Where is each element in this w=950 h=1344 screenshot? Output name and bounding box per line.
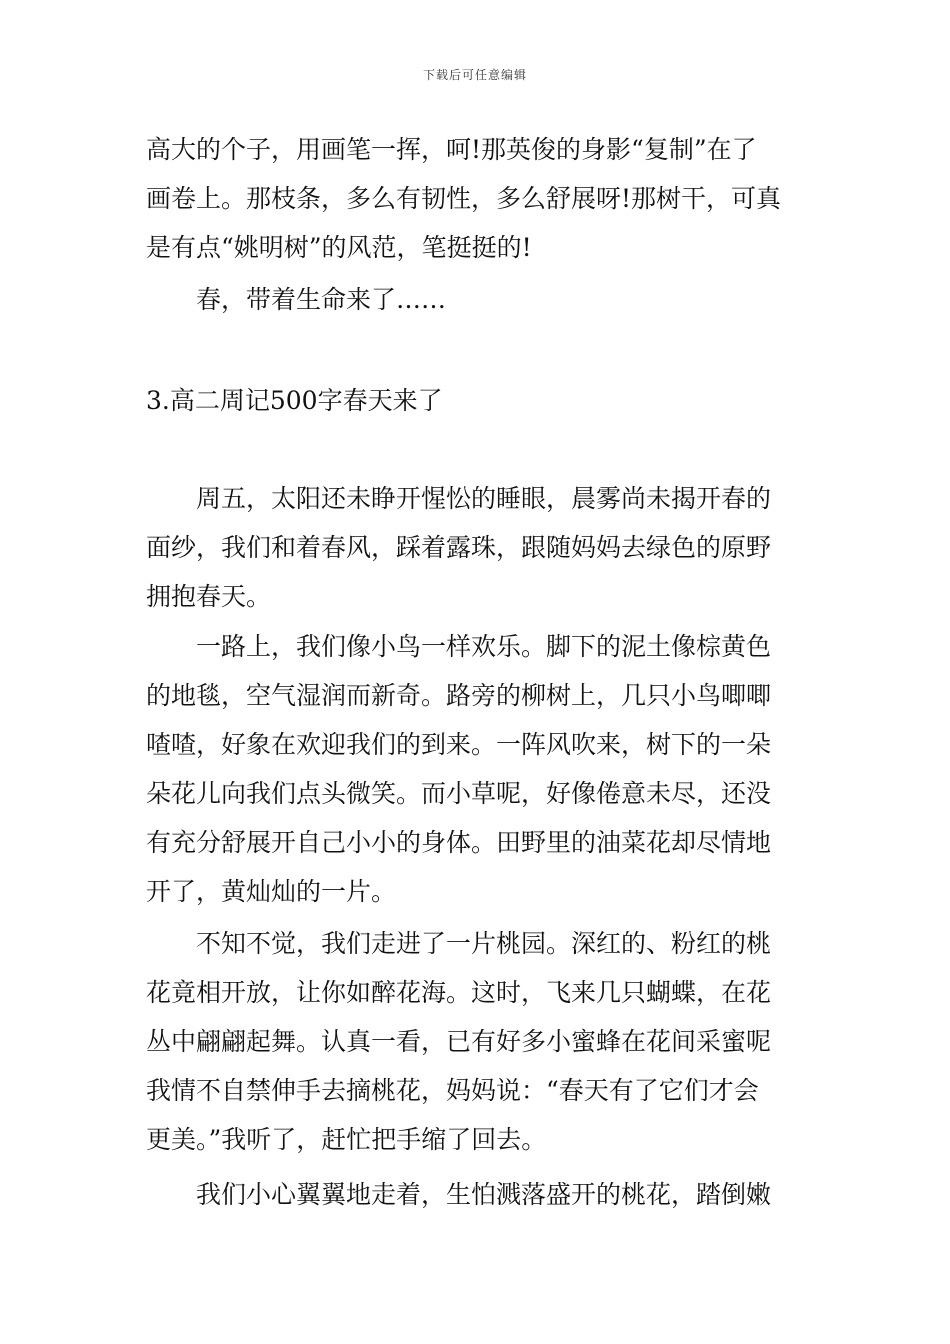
paragraph-line: 周五，太阳还未睁开惺忪的睡眼，晨雾尚未揭开春的 <box>196 484 772 513</box>
paragraph-line: 有充分舒展开自己小小的身体。田野里的油菜花却尽情地 <box>146 828 772 857</box>
paragraph-line: 丛中翩翩起舞。认真一看，已有好多小蜜蜂在花间采蜜呢 <box>146 1027 772 1056</box>
paragraph-line: 花竟相开放，让你如醉花海。这时，飞来几只蝴蝶，在花 <box>146 978 772 1007</box>
paragraph-1 <box>146 474 816 621</box>
paragraph-line: 不知不觉，我们走进了一片桃园。深红的、粉红的桃 <box>196 929 772 958</box>
paragraph-line: 是有点“姚明树”的风范，笔挺挺的! <box>146 233 532 262</box>
paragraph-line: 面纱，我们和着春风，踩着露珠，跟随妈妈去绿色的原野 <box>146 533 772 562</box>
paragraph-line: 开了，黄灿灿的一片。 <box>146 877 397 906</box>
paragraph-3 <box>146 919 816 1164</box>
paragraph-line: 我们小心翼翼地走着，生怕溅落盛开的桃花，踏倒嫩 <box>196 1180 772 1209</box>
page-header-note: 下载后可任意编辑 <box>422 68 527 82</box>
paragraph-2 <box>146 622 816 916</box>
paragraph-line: 高大的个子，用画笔一挥，呵!那英俊的身影“复制”在了 <box>146 135 757 164</box>
paragraph-line: 的地毯，空气湿润而新奇。路旁的柳树上，几只小鸟唧唧 <box>146 681 772 710</box>
paragraph-closing <box>146 275 816 324</box>
paragraph-line: 朵花儿向我们点头微笑。而小草呢，好像倦意未尽，还没 <box>146 779 772 808</box>
paragraph-4 <box>146 1170 816 1219</box>
paragraph-line: 我情不自禁伸手去摘桃花，妈妈说：“春天有了它们才会 <box>146 1076 759 1105</box>
paragraph-line: 更美。”我听了，赶忙把手缩了回去。 <box>146 1125 547 1154</box>
paragraph-line: 拥抱春天。 <box>146 582 272 611</box>
paragraph-line: 喳喳，好象在欢迎我们的到来。一阵风吹来，树下的一朵 <box>146 730 772 759</box>
paragraph-line: 画卷上。那枝条，多么有韧性，多么舒展呀!那树干，可真 <box>146 184 782 213</box>
paragraph-continued <box>146 125 816 272</box>
paragraph-line: 春，带着生命来了…… <box>196 285 447 314</box>
paragraph-line: 一路上，我们像小鸟一样欢乐。脚下的泥土像棕黄色 <box>196 632 772 661</box>
section-title: 3.高二周记500字春天来了 <box>146 386 443 415</box>
